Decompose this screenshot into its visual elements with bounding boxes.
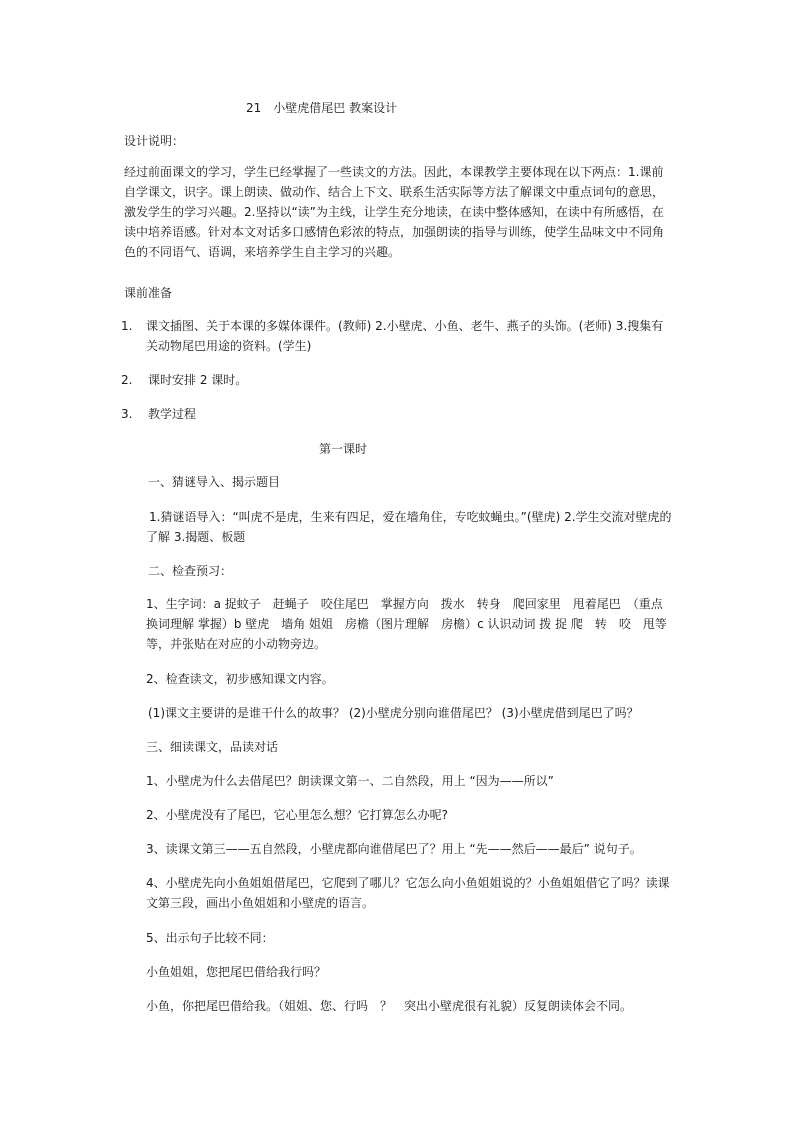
section-2-item-3: (1)课文主要讲的是谁干什么的故事？ (2)小壁虎分别向谁借尾巴？ (3)小壁虎借到尾巴了吗？: [148, 706, 639, 720]
section-2-heading: 二、检查预习：: [148, 564, 233, 578]
section-2-item-2: 2、检查读文，初步感知课文内容。: [146, 672, 334, 686]
list-number-3: 3.: [121, 407, 133, 421]
document-title: 21 小壁虎借尾巴 教案设计: [246, 101, 398, 115]
list-number-2: 2.: [121, 373, 133, 387]
section-3-item-4: 4、小壁虎先向小鱼姐姐借尾巴，它爬到了哪儿？它怎么向小鱼姐姐说的？小鱼姐姐借它了吗？读课文第三段，画出小鱼姐姐和小壁虎的语言。: [146, 876, 670, 910]
section-3-heading: 三、细读课文，品读对话: [146, 740, 279, 754]
section-3-item-2: 2、小壁虎没有了尾巴，它心里怎么想？它打算怎么办呢?: [146, 808, 449, 822]
design-heading: 设计说明：: [124, 134, 185, 148]
lesson-title: 第一课时: [319, 442, 368, 456]
prep-heading: 课前准备: [124, 286, 173, 300]
section-3-item-5: 5、出示句子比较不同：: [146, 931, 274, 945]
section-2-item-1: 1、生字词：a 捉蚊子 赶蝇子 咬住尾巴 掌握方向 拨水 转身 爬回家里 甩着尾巴 （重点换词理解 掌握）b 壁虎 墙角 姐姐 房檐（图片理解 房檐）c 认识动词 拨 捉 爬 转 咬 甩等等，并张贴在对应的小动物旁边。: [146, 597, 667, 651]
list-item-1: 课文插图、关于本课的多媒体课件。(教师) 2.小壁虎、小鱼、老牛、燕子的头饰。(老师) 3.搜集有关动物尾巴用途的资料。(学生): [146, 319, 664, 353]
list-item-2: 课时安排 2 课时。: [148, 373, 248, 387]
list-item-3: 教学过程: [148, 407, 197, 421]
section-1-text: 1.猜谜语导入：“叫虎不是虎，生来有四足，爱在墙角住，专吃蚊蝇虫。”(壁虎) 2.学生交流对壁虎的了解 3.揭题、板题: [146, 510, 672, 544]
section-3-item-1: 1、小壁虎为什么去借尾巴？朗读课文第一、二自然段，用上 “因为——所以”: [146, 774, 554, 788]
section-3-sentence-a: 小鱼姐姐，您把尾巴借给我行吗？: [146, 965, 327, 979]
section-3-sentence-b: 小鱼，你把尾巴借给我。（姐姐、您、行吗 ？ 突出小壁虎很有礼貌）反复朗读体会不同。: [146, 999, 633, 1013]
section-3-item-3: 3、读课文第三——五自然段，小壁虎都向谁借尾巴了？用上 “先——然后——最后” 说句子。: [146, 842, 642, 856]
list-number-1: 1.: [121, 319, 133, 333]
section-1-heading: 一、猜谜导入、揭示题目: [148, 475, 281, 489]
design-paragraph: 经过前面课文的学习，学生已经掌握了一些读文的方法。因此，本课教学主要体现在以下两点：1.课前自学课文，识字。课上朗读、做动作、结合上下文、联系生活实际等方法了解课文中重点词句的意思，激发学生的学习兴趣。2.坚持以“读”为主线，让学生充分地读，在读中整体感知，在读中有所感悟，在读中培养语感。针对本文对话多口感情色彩浓的特点，加强朗读的指导与训练，使学生品味文中不同角色的不同语气、语调，来培养学生自主学习的兴趣。: [124, 165, 665, 259]
